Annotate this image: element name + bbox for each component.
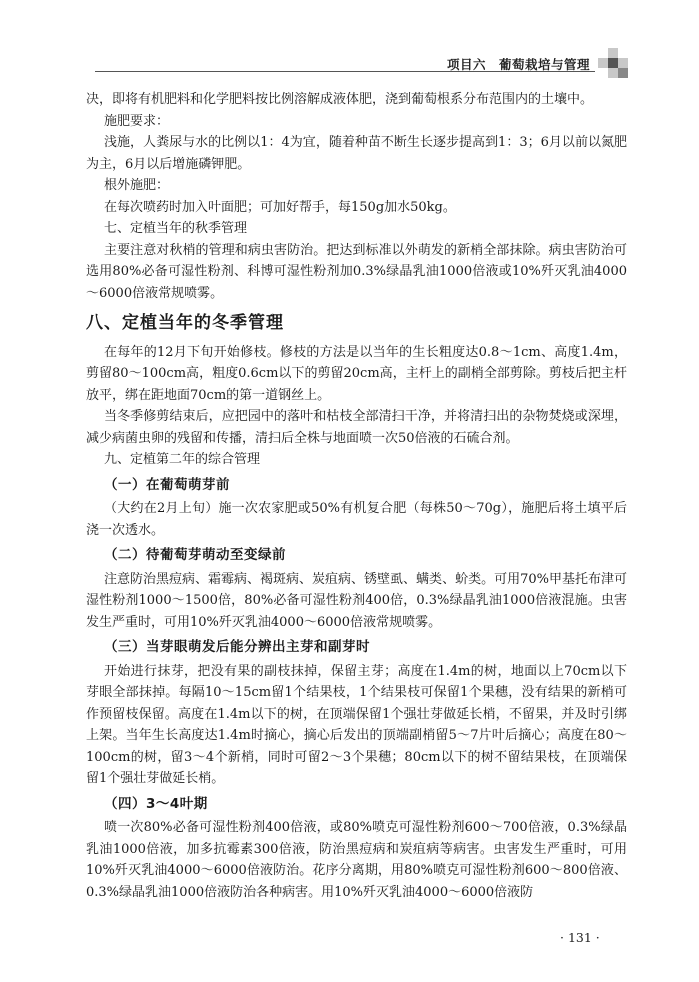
subheading: （一）在葡萄萌芽前 xyxy=(104,476,230,493)
page-body xyxy=(86,89,627,903)
paragraph: 当冬季修剪结束后，应把园中的落叶和枯枝全部清扫干净，并将清扫出的杂物焚烧或深埋，减少病菌虫卵的残留和传播，清扫后全株与地面喷一次50倍液的石硫合剂。 xyxy=(86,409,627,446)
paragraph: 主要注意对秋梢的管理和病虫害防治。把达到标准以外萌发的新梢全部抹除。病虫害防治可选用80%必备可湿性粉剂、科博可湿性粉剂加0.3%绿晶乳油1000倍液或10%歼灭乳油4000～6000倍液常规喷雾。 xyxy=(86,242,627,301)
section-heading: 八、定植当年的冬季管理 xyxy=(86,313,284,333)
paragraph: 在每次喷药时加入叶面肥；可加好帮手，每150g加水50kg。 xyxy=(104,199,456,215)
subheading: （四）3～4叶期 xyxy=(104,795,208,812)
subheading: （二）待葡萄芽萌动至变绿前 xyxy=(104,547,286,563)
page-number: · 131 · xyxy=(560,930,600,945)
header-rule xyxy=(95,71,595,72)
paragraph: 在每年的12月下旬开始修枝。修枝的方法是以当年的生长粗度达0.8～1cm、高度1.4m，剪留80～100cm高，粗度0.6cm以下的剪留20cm高，主杆上的副梢全部剪除。剪枝后把主杆放平，绑在距地面70cm的第一道钢丝上。 xyxy=(86,344,627,403)
paragraph: （大约在2月上旬）施一次农家肥或50%有机复合肥（每株50～70g），施肥后将土填平后浇一次透水。 xyxy=(86,501,627,538)
paragraph: 开始进行抹芽，把没有果的副枝抹掉，保留主芽；高度在1.4m的树，地面以上70cm以下芽眼全部抹掉。每隔10～15cm留1个结果枝，1个结果枝可保留1个果穗，没有结果的新梢可作预留枝保留。高度在1.4m以下的树，在顶端保留1个强壮芽做延长梢，不留果，并及时引绑上架。当年生长高度达1.4m时摘心，摘心后发出的顶端副梢留5～7片叶后摘心；高度在80～100cm的树，留3～4个新梢，同时可留2～3个果穗；80cm以下的树不留结果枝，在顶端保留1个强壮芽做延长梢。 xyxy=(86,663,627,786)
subheading: （三）当芽眼萌发后能分辨出主芽和副芽时 xyxy=(104,639,370,655)
paragraph: 浅施，人粪尿与水的比例以1：4为宜，随着种苗不断生长逐步提高到1：3；6月以前以氮肥为主，6月以后增施磷钾肥。 xyxy=(86,135,627,172)
header-decoration xyxy=(598,48,628,78)
paragraph: 注意防治黑痘病、霜霉病、褐斑病、炭疽病、锈壁虱、螨类、蚧类。可用70%甲基托布津可湿性粉剂1000～1500倍，80%必备可湿性粉剂400倍，0.3%绿晶乳油1000倍液混施。虫害发生严重时，可用10%歼灭乳油4000～6000倍液常规喷雾。 xyxy=(86,571,627,630)
paragraph: 喷一次80%必备可湿性粉剂400倍液，或80%喷克可湿性粉剂600～700倍液，0.3%绿晶乳油1000倍液，加多抗霉素300倍液，防治黑痘病和炭疽病等病害。虫害发生严重时，可用10%歼灭乳油4000～6000倍液防治。花序分离期，用80%喷克可湿性粉剂600～800倍液、0.3%绿晶乳油1000倍液防治各种病害。用10%歼灭乳油4000～6000倍液防 xyxy=(86,820,627,900)
paragraph: 施肥要求： xyxy=(104,113,170,129)
paragraph: 决，即将有机肥料和化学肥料按比例溶解成液体肥，浇到葡萄根系分布范围内的土壤中。 xyxy=(86,92,594,107)
subsection-heading: 七、定植当年的秋季管理 xyxy=(104,221,248,236)
paragraph: 根外施肥： xyxy=(104,178,170,193)
running-header: 项目六 葡萄栽培与管理 xyxy=(446,57,590,72)
subsection-heading: 九、定植第二年的综合管理 xyxy=(104,452,261,467)
